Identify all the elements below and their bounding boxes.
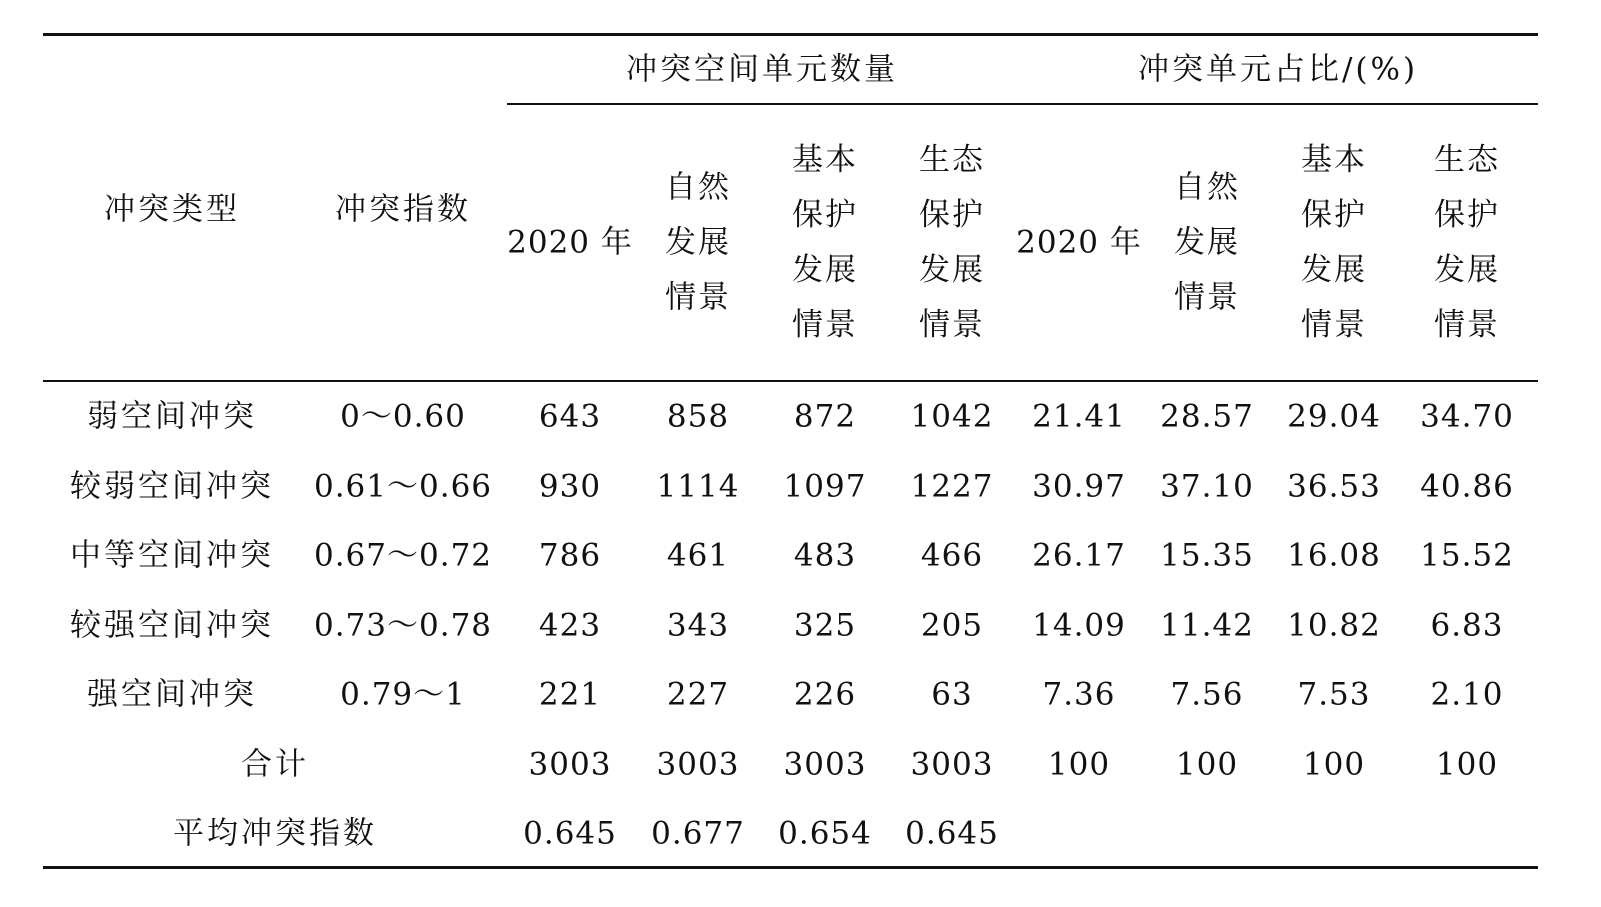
group-header-ratio: 冲突单元占比/(%) [1137, 51, 1419, 88]
cell-count-basic: 325 [793, 607, 857, 644]
header-line: 保护 [1301, 197, 1367, 233]
header-line: 情景 [919, 307, 985, 343]
header-count-2020: 2020 年 [507, 224, 633, 261]
cell-ratio-natural: 11.42 [1160, 607, 1254, 644]
header-line: 保护 [919, 197, 985, 233]
header-bottom-rule [43, 380, 1538, 382]
table-bottom-rule [43, 866, 1538, 869]
cell-type: 较强空间冲突 [70, 607, 274, 644]
header-line: 情景 [792, 307, 858, 343]
cell-count-basic: 3003 [783, 746, 867, 783]
cell-ratio-eco: 6.83 [1430, 607, 1504, 644]
table-top-rule [43, 33, 1538, 36]
cell-ratio-2020: 21.41 [1032, 398, 1126, 435]
cell-count-eco: 63 [931, 676, 973, 713]
cell-ratio-basic: 100 [1302, 746, 1366, 783]
cell-ratio-2020: 7.36 [1042, 676, 1116, 713]
header-conflict-type: 冲突类型 [104, 191, 240, 228]
cell-count-eco: 205 [920, 607, 984, 644]
header-line: 情景 [1301, 307, 1367, 343]
cell-count-eco: 1042 [910, 398, 994, 435]
cell-ratio-basic: 16.08 [1287, 537, 1381, 574]
cell-count-2020: 930 [538, 468, 602, 505]
header-count-basic [792, 133, 858, 353]
cell-ratio-eco: 100 [1435, 746, 1499, 783]
cell-ratio-natural: 37.10 [1160, 468, 1254, 505]
cell-ratio-2020: 100 [1047, 746, 1111, 783]
group-header-rule [507, 103, 1538, 105]
header-line: 发展 [1174, 224, 1240, 261]
cell-count-2020: 786 [538, 537, 602, 574]
cell-count-2020: 0.645 [523, 815, 617, 852]
cell-ratio-basic: 36.53 [1287, 468, 1381, 505]
cell-ratio-2020: 26.17 [1032, 537, 1126, 574]
cell-count-natural: 461 [666, 537, 730, 574]
cell-index: 0.61～0.66 [313, 468, 493, 505]
cell-count-basic: 872 [793, 398, 857, 435]
cell-count-basic: 226 [793, 676, 857, 713]
header-ratio-basic [1301, 133, 1367, 353]
cell-ratio-2020: 30.97 [1032, 468, 1126, 505]
cell-count-basic: 0.654 [778, 815, 872, 852]
cell-index: 0～0.60 [340, 398, 466, 435]
header-ratio-2020: 2020 年 [1016, 224, 1142, 261]
cell-ratio-eco: 15.52 [1420, 537, 1514, 574]
header-line: 发展 [919, 252, 985, 288]
cell-count-basic: 1097 [783, 468, 867, 505]
cell-ratio-natural: 100 [1175, 746, 1239, 783]
cell-count-natural: 858 [666, 398, 730, 435]
cell-total-label: 合计 [241, 746, 309, 783]
cell-type: 较弱空间冲突 [70, 468, 274, 505]
cell-count-natural: 0.677 [651, 815, 745, 852]
cell-count-2020: 3003 [528, 746, 612, 783]
header-line: 发展 [792, 252, 858, 288]
header-line: 情景 [1174, 279, 1240, 316]
header-line: 自然 [665, 169, 731, 206]
header-line: 情景 [1434, 307, 1500, 343]
header-line: 发展 [665, 224, 731, 261]
cell-count-natural: 1114 [656, 468, 740, 505]
cell-ratio-natural: 15.35 [1160, 537, 1254, 574]
header-line: 保护 [1434, 197, 1500, 233]
header-line: 发展 [1434, 252, 1500, 288]
header-count-natural [665, 161, 731, 326]
cell-average-label: 平均冲突指数 [173, 815, 377, 852]
header-conflict-index: 冲突指数 [335, 191, 471, 228]
cell-type: 强空间冲突 [87, 676, 257, 713]
cell-count-natural: 3003 [656, 746, 740, 783]
cell-count-eco: 3003 [910, 746, 994, 783]
cell-index: 0.79～1 [340, 676, 466, 713]
header-line: 保护 [792, 197, 858, 233]
cell-count-eco: 466 [920, 537, 984, 574]
cell-index: 0.67～0.72 [313, 537, 493, 574]
cell-index: 0.73～0.78 [313, 607, 493, 644]
cell-count-2020: 221 [538, 676, 602, 713]
cell-ratio-basic: 10.82 [1287, 607, 1381, 644]
cell-ratio-eco: 2.10 [1430, 676, 1504, 713]
cell-count-2020: 423 [538, 607, 602, 644]
header-line: 生态 [1434, 142, 1500, 178]
cell-count-basic: 483 [793, 537, 857, 574]
header-line: 自然 [1174, 169, 1240, 206]
header-line: 基本 [1301, 142, 1367, 178]
cell-count-eco: 1227 [910, 468, 994, 505]
cell-count-eco: 0.645 [905, 815, 999, 852]
cell-ratio-2020: 14.09 [1032, 607, 1126, 644]
header-line: 基本 [792, 142, 858, 178]
cell-ratio-basic: 29.04 [1287, 398, 1381, 435]
header-line: 发展 [1301, 252, 1367, 288]
cell-count-natural: 227 [666, 676, 730, 713]
cell-ratio-basic: 7.53 [1297, 676, 1371, 713]
cell-type: 弱空间冲突 [87, 398, 257, 435]
header-line: 情景 [665, 279, 731, 316]
cell-ratio-natural: 28.57 [1160, 398, 1254, 435]
cell-ratio-eco: 34.70 [1420, 398, 1514, 435]
header-count-eco [919, 133, 985, 353]
cell-count-natural: 343 [666, 607, 730, 644]
header-line: 生态 [919, 142, 985, 178]
cell-type: 中等空间冲突 [70, 537, 274, 574]
group-header-count: 冲突空间单元数量 [626, 51, 898, 88]
header-ratio-eco [1434, 133, 1500, 353]
header-ratio-natural [1174, 161, 1240, 326]
cell-count-2020: 643 [538, 398, 602, 435]
cell-ratio-eco: 40.86 [1420, 468, 1514, 505]
cell-ratio-natural: 7.56 [1170, 676, 1244, 713]
